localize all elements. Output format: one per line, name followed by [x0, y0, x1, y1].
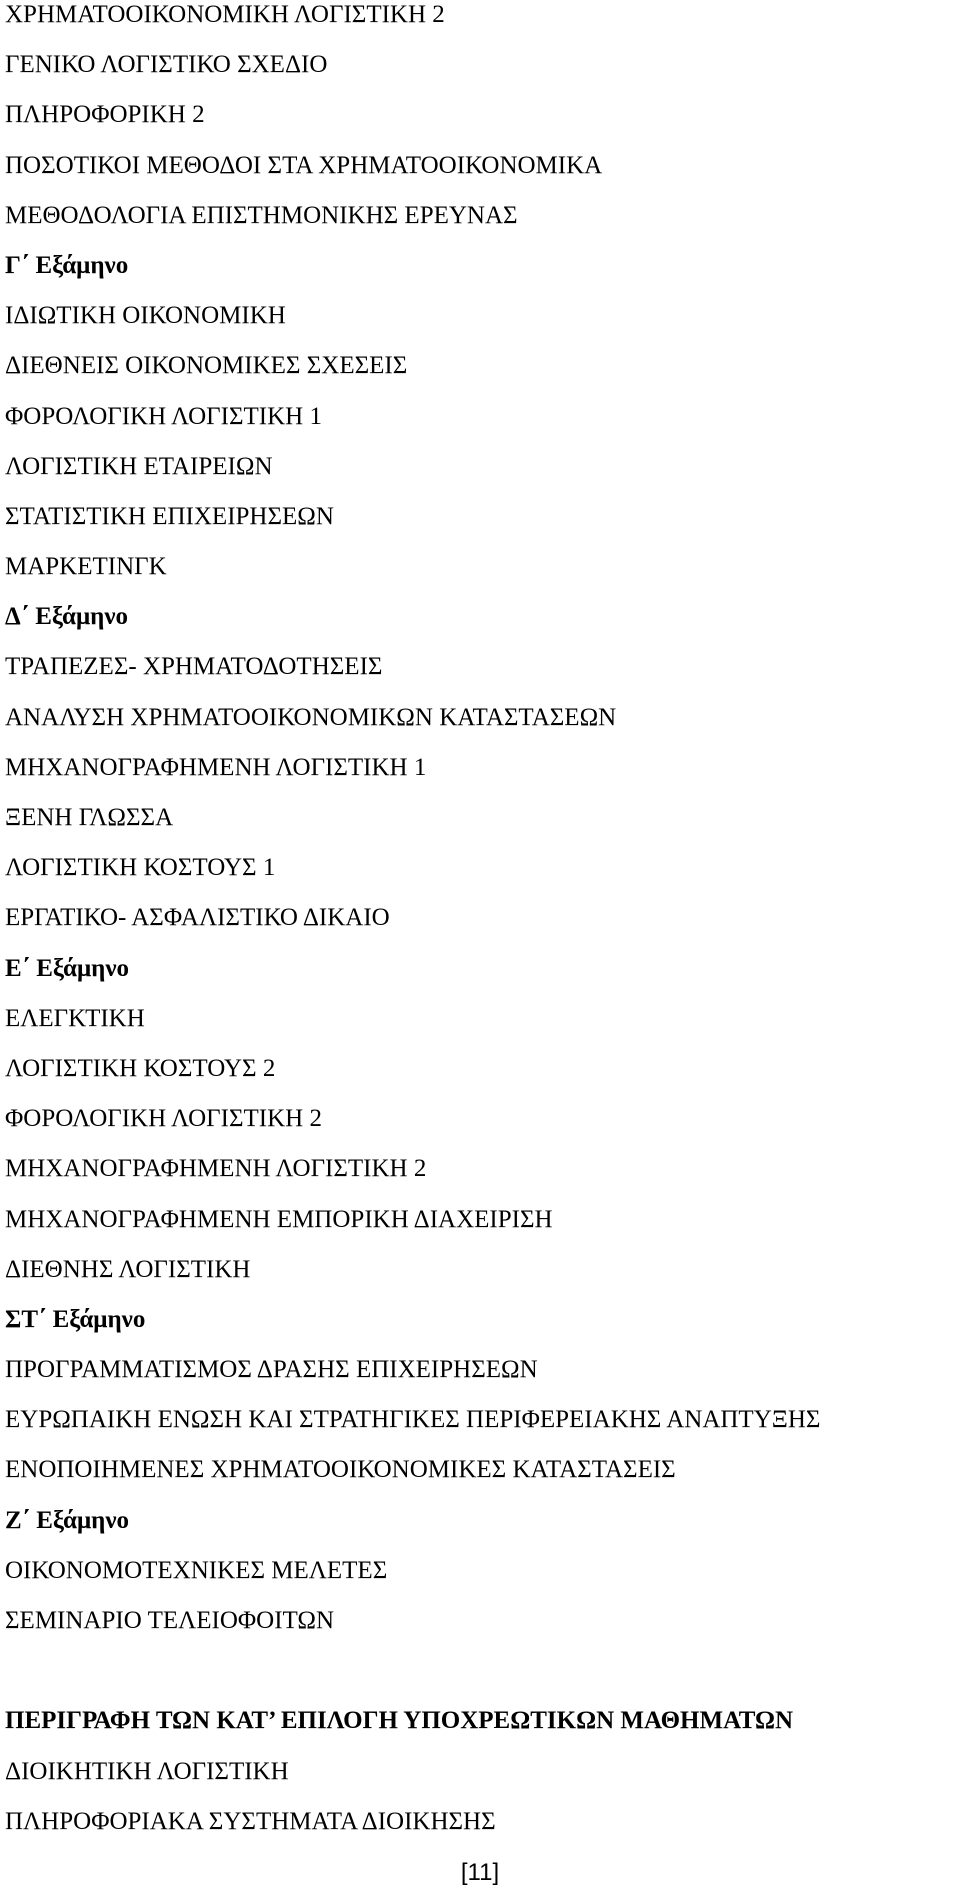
course-item: ΕΡΓΑΤΙΚΟ- ΑΣΦΑΛΙΣΤΙΚΟ ΔΙΚΑΙΟ	[5, 904, 390, 932]
semester-heading: Ε΄ Εξάμηνο	[5, 954, 129, 982]
course-item: ΠΛΗΡΟΦΟΡΙΚΗ 2	[5, 101, 205, 129]
course-item: ΜΗΧΑΝΟΓΡΑΦΗΜΕΝΗ ΕΜΠΟΡΙΚΗ ΔΙΑΧΕΙΡΙΣΗ	[5, 1205, 553, 1233]
course-item: ΤΡΑΠΕΖΕΣ- ΧΡΗΜΑΤΟΔΟΤΗΣΕΙΣ	[5, 653, 383, 681]
course-item: ΙΔΙΩΤΙΚΗ ΟΙΚΟΝΟΜΙΚΗ	[5, 302, 286, 330]
description-item: ΔΙΟΙΚΗΤΙΚΗ ΛΟΓΙΣΤΙΚΗ	[5, 1757, 289, 1785]
course-item: ΛΟΓΙΣΤΙΚΗ ΕΤΑΙΡΕΙΩΝ	[5, 452, 273, 480]
course-item: ΠΟΣΟΤΙΚΟΙ ΜΕΘΟΔΟΙ ΣΤΑ ΧΡΗΜΑΤΟΟΙΚΟΝΟΜΙΚΑ	[5, 151, 603, 179]
course-item: ΕΛΕΓΚΤΙΚΗ	[5, 1004, 145, 1032]
course-item: ΜΗΧΑΝΟΓΡΑΦΗΜΕΝΗ ΛΟΓΙΣΤΙΚΗ 2	[5, 1155, 427, 1183]
semester-heading: Ζ΄ Εξάμηνο	[5, 1506, 129, 1534]
course-item: ΑΝΑΛΥΣΗ ΧΡΗΜΑΤΟΟΙΚΟΝΟΜΙΚΩΝ ΚΑΤΑΣΤΑΣΕΩΝ	[5, 703, 617, 731]
course-item: ΣΕΜΙΝΑΡΙΟ ΤΕΛΕΙΟΦΟΙΤΩΝ	[5, 1607, 334, 1634]
semester-heading: Γ΄ Εξάμηνο	[5, 251, 129, 279]
course-item: ΧΡΗΜΑΤΟΟΙΚΟΝΟΜΙΚΗ ΛΟΓΙΣΤΙΚΗ 2	[5, 1, 445, 28]
course-item: ΕΝΟΠΟΙΗΜΕΝΕΣ ΧΡΗΜΑΤΟΟΙΚΟΝΟΜΙΚΕΣ ΚΑΤΑΣΤΑΣΕΙΣ	[5, 1456, 676, 1484]
course-item: ΕΥΡΩΠΑΙΚΗ ΕΝΩΣΗ ΚΑΙ ΣΤΡΑΤΗΓΙΚΕΣ ΠΕΡΙΦΕΡΕΙΑΚΗΣ ΑΝΑΠΤΥΞΗΣ	[5, 1406, 821, 1434]
course-item: ΔΙΕΘΝΗΣ ΛΟΓΙΣΤΙΚΗ	[5, 1255, 251, 1283]
course-item: ΦΟΡΟΛΟΓΙΚΗ ΛΟΓΙΣΤΙΚΗ 2	[5, 1105, 322, 1133]
course-list	[5, 0, 955, 1656]
course-item: ΣΤΑΤΙΣΤΙΚΗ ΕΠΙΧΕΙΡΗΣΕΩΝ	[5, 502, 334, 530]
course-item: ΟΙΚΟΝΟΜΟΤΕΧΝΙΚΕΣ ΜΕΛΕΤΕΣ	[5, 1556, 388, 1584]
course-item: ΜΗΧΑΝΟΓΡΑΦΗΜΕΝΗ ΛΟΓΙΣΤΙΚΗ 1	[5, 753, 427, 781]
description-section-title: ΠΕΡΙΓΡΑΦΗ ΤΩΝ ΚΑΤ’ ΕΠΙΛΟΓΗ ΥΠΟΧΡΕΩΤΙΚΩΝ ΜΑΘΗΜΑΤΩΝ	[5, 1707, 794, 1735]
description-item: ΠΛΗΡΟΦΟΡΙΑΚΑ ΣΥΣΤΗΜΑΤΑ ΔΙΟΙΚΗΣΗΣ	[5, 1807, 496, 1835]
course-item: ΔΙΕΘΝΕΙΣ ΟΙΚΟΝΟΜΙΚΕΣ ΣΧΕΣΕΙΣ	[5, 352, 408, 380]
course-item: ΓΕΝΙΚΟ ΛΟΓΙΣΤΙΚΟ ΣΧΕΔΙΟ	[5, 51, 328, 79]
course-item: ΜΑΡΚΕΤΙΝΓΚ	[5, 553, 167, 581]
course-item: ΠΡΟΓΡΑΜΜΑΤΙΣΜΟΣ ΔΡΑΣΗΣ ΕΠΙΧΕΙΡΗΣΕΩΝ	[5, 1356, 538, 1384]
document-body	[5, 0, 955, 1857]
course-item: ΛΟΓΙΣΤΙΚΗ ΚΟΣΤΟΥΣ 2	[5, 1054, 276, 1082]
course-item: ΦΟΡΟΛΟΓΙΚΗ ΛΟΓΙΣΤΙΚΗ 1	[5, 402, 322, 430]
semester-heading: Δ΄ Εξάμηνο	[5, 603, 128, 631]
course-item: ΛΟΓΙΣΤΙΚΗ ΚΟΣΤΟΥΣ 1	[5, 854, 276, 882]
page-number: [11]	[460, 1859, 500, 1886]
course-item: ΜΕΘΟΔΟΛΟΓΙΑ ΕΠΙΣΤΗΜΟΝΙΚΗΣ ΕΡΕΥΝΑΣ	[5, 201, 518, 229]
section-gap	[5, 1656, 955, 1706]
semester-heading: ΣΤ΄ Εξάμηνο	[5, 1305, 146, 1333]
course-item: ΞΕΝΗ ΓΛΩΣΣΑ	[5, 804, 174, 831]
